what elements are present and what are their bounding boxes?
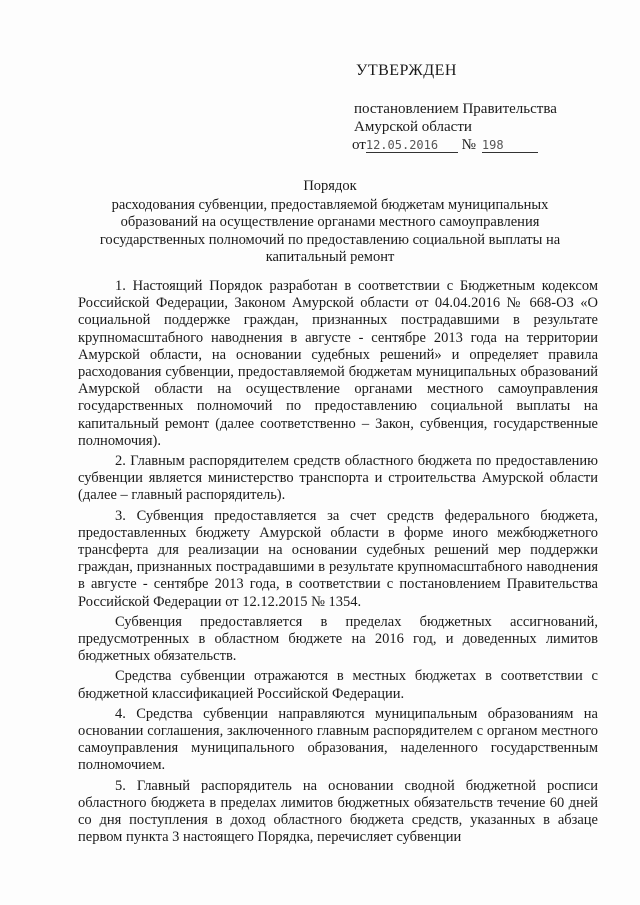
- document-title: Порядок: [303, 178, 357, 194]
- document-body: [78, 278, 598, 850]
- from-prefix: от: [352, 137, 366, 153]
- paragraph: 5. Главный распорядитель на основании сводной бюджетной росписи областного бюджета в пределах лимитов бюджетных обязательств течение 60 дней со дня поступления в доход областного бюджета средств, указанных в абзаце первом пункта 3 настоящего Порядка, перечисляет субвенции: [78, 777, 598, 846]
- paragraph: Средства субвенции отражаются в местных бюджетах в соответствии с бюджетной классификацией Российской Федерации.: [78, 668, 598, 702]
- paragraph: 3. Субвенция предоставляется за счет средств федерального бюджета, предоставленных бюджету Амурской области в форме иного межбюджетного трансферта для реализации на основании судебных решений мер поддержки граждан, признанных пострадавшими в результате крупномасштабного наводнения в августе - сентябре 2013 года, в соответствии с постановлением Правительства Российской Федерации от 12.12.2015 № 1354.: [78, 507, 598, 610]
- approval-stamp: УТВЕРЖДЕН: [356, 62, 457, 79]
- approval-line-1: постановлением Правительства: [354, 101, 557, 117]
- approval-line-2: Амурской области: [354, 119, 472, 135]
- number-sign: №: [461, 137, 476, 153]
- handwritten-date: 12.05.2016: [366, 138, 458, 153]
- document-heading: [80, 178, 580, 267]
- paragraph: Субвенция предоставляется в пределах бюджетных ассигнований, предусмотренных в областном бюджете на 2016 год, и доведенных лимитов бюджетных обязательств.: [78, 613, 598, 665]
- paragraph: 2. Главным распорядителем средств областного бюджета по предоставлению субвенции является министерство транспорта и строительства Амурской области (далее – главный распорядитель).: [78, 453, 598, 504]
- approval-date-number-line: [352, 136, 557, 154]
- paragraph: 4. Средства субвенции направляются муниципальным образованиям на основании соглашения, заключенного главным распорядителем с органом местного самоуправления муниципального образования, наделенного государственным полномочием.: [78, 705, 598, 774]
- document-subtitle: расходования субвенции, предоставляемой бюджетам муниципальных образований на осуществление органами местного самоуправления государственных полномочий по предоставлению социальной выплаты на капитальный ремонт: [99, 196, 561, 265]
- handwritten-number: 198: [482, 138, 538, 153]
- paragraph: 1. Настоящий Порядок разработан в соответствии с Бюджетным кодексом Российской Федерации, Законом Амурской области от 04.04.2016 № 668-ОЗ «О социальной поддержке граждан, признанных пострадавшими в результате крупномасштабного наводнения в августе - сентябре 2013 года на территории Амурской области, на основании судебных решений» и определяет правила расходования субвенции, предоставляемой бюджетам муниципальных образований Амурской области на осуществление органами местного самоуправления государственных полномочий по предоставлению социальной выплаты на капитальный ремонт (далее соответственно – Закон, субвенция, государственные полномочия).: [78, 278, 598, 449]
- approval-block: [352, 62, 557, 154]
